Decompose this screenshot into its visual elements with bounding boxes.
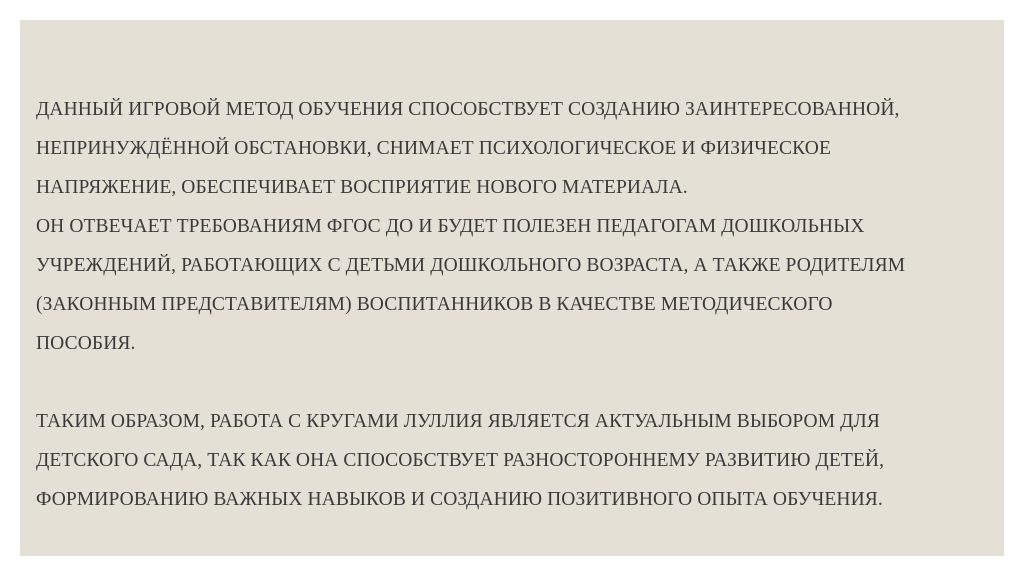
- text-line: ПОСОБИЯ.: [36, 333, 136, 354]
- text-line: НАПРЯЖЕНИЕ, ОБЕСПЕЧИВАЕТ ВОСПРИЯТИЕ НОВОГО МАТЕРИАЛА.: [36, 177, 688, 198]
- paragraph-3: [36, 402, 996, 519]
- text-line: ТАКИМ ОБРАЗОМ, РАБОТА С КРУГАМИ ЛУЛЛИЯ ЯВЛЯЕТСЯ АКТУАЛЬНЫМ ВЫБОРОМ ДЛЯ: [36, 411, 880, 432]
- slide-text-block: [36, 90, 996, 519]
- text-line: ДАННЫЙ ИГРОВОЙ МЕТОД ОБУЧЕНИЯ СПОСОБСТВУЕТ СОЗДАНИЮ ЗАИНТЕРЕСОВАННОЙ,: [36, 99, 900, 120]
- text-line: ОН ОТВЕЧАЕТ ТРЕБОВАНИЯМ ФГОС ДО И БУДЕТ ПОЛЕЗЕН ПЕДАГОГАМ ДОШКОЛЬНЫХ: [36, 216, 865, 237]
- paragraph-1: [36, 90, 996, 207]
- slide: [20, 20, 1004, 556]
- text-line: ФОРМИРОВАНИЮ ВАЖНЫХ НАВЫКОВ И СОЗДАНИЮ ПОЗИТИВНОГО ОПЫТА ОБУЧЕНИЯ.: [36, 489, 883, 510]
- text-line: УЧРЕЖДЕНИЙ, РАБОТАЮЩИХ С ДЕТЬМИ ДОШКОЛЬНОГО ВОЗРАСТА, А ТАКЖЕ РОДИТЕЛЯМ: [36, 255, 906, 276]
- paragraph-2: [36, 207, 996, 363]
- paragraph-spacer: [36, 363, 996, 402]
- text-line: НЕПРИНУЖДЁННОЙ ОБСТАНОВКИ, СНИМАЕТ ПСИХОЛОГИЧЕСКОЕ И ФИЗИЧЕСКОЕ: [36, 138, 831, 159]
- text-line: ДЕТСКОГО САДА, ТАК КАК ОНА СПОСОБСТВУЕТ РАЗНОСТОРОННЕМУ РАЗВИТИЮ ДЕТЕЙ,: [36, 450, 885, 471]
- text-line: (ЗАКОННЫМ ПРЕДСТАВИТЕЛЯМ) ВОСПИТАННИКОВ В КАЧЕСТВЕ МЕТОДИЧЕСКОГО: [36, 294, 833, 315]
